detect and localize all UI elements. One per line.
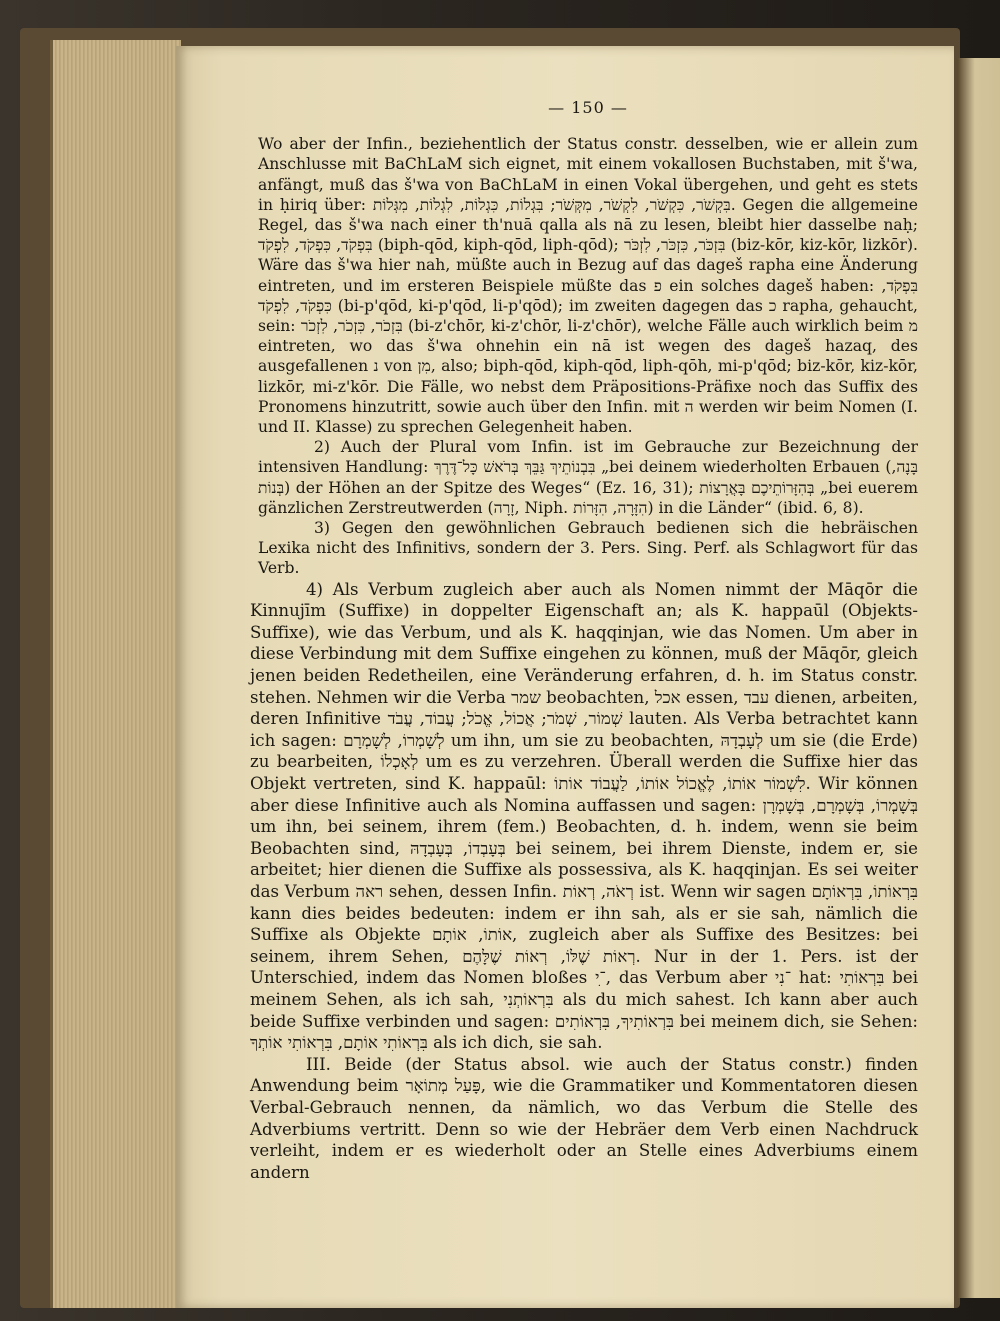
paragraph-4-suffixe: 4) Als Verbum zugleich aber auch als Nomen nimmt der Māqōr die Kinnujīm (Suffixe) in doppelter Eigenschaft an; als K. happaūl (Objekts-Suffixe), wie das Verbum, und als K. haqqinjan, wie das Nomen. Um aber in diese Verbindung mit dem Suffixe eingehen zu können, muß der Māqōr, gleich jenen beiden Redetheilen, eine Veränderung erfahren, d. h. im Status constr. stehen. Nehmen wir die Verba שמר beobachten, אכל essen, עבד dienen, arbeiten, deren Infinitive שְׁמוֹר, שְׁמֹר; אֲכוֹל, אֱכֹל; עֲבוֹד, עֲבֹד lauten. Als Verba betrachtet kann ich sagen: לְשָׁמְרוֹ, לְשָׁמְרָם um ihn, um sie zu beobachten, לְעָבְדָהּ um sie (die Erde) zu bearbeiten, לְאָכְלוֹ um es zu verzehren. Überall werden die Suffixe hier das Objekt vertreten, sind K. happaūl: לִשְׁמוֹר אוֹתוֹ, לֶאֱכוֹל אוֹתוֹ, לַעֲבוֹד אוֹתוֹ. Wir können aber diese Infinitive auch als Nomina auffassen und sagen: בְּשָׁמְרוֹ, בְּשָׁמְרָם, בְּשָׁמְרָן um ihn, bei seinem, ihrem (fem.) Beobachten, d. h. indem, wenn sie beim Beobachten sind, בְּעָבְדוֹ, בְּעָבְדָהּ bei seinem, bei ihrem Dienste, indem er, sie arbeitet; hier dienen die Suffixe als possessiva, als K. haqqinjan. Es sei weiter das Verbum ראה sehen, dessen Infin. רְאֹה, רְאוֹת ist. Wenn wir sagen בִּרְאוֹתוֹ, בִּרְאוֹתָם kann dies beides bedeuten: indem er ihn sah, als er sie sah, nämlich die Suffixe als Objekte אוֹתוֹ, אוֹתָם, zugleich aber als Suffixe des Besitzes: bei seinem, ihrem Sehen, רְאוֹת שֶׁלּוֹ, רְאוֹת שֶׁלָּהֶם. Nur in der 1. Pers. ist der Unterschied, indem das Nomen bloßes ־ִי, das Verbum aber ־נִי hat: בִּרְאוֹתִי bei meinem Sehen, als ich sah, בִּרְאוֹתְנִי als du mich sahest. Ich kann aber auch beide Suffixe verbinden und sagen: בִּרְאוֹתִיךָ, בִּרְאוֹתִים bei meinem dich, sie Sehen: בִּרְאוֹתִי אוֹתָם, בִּרְאוֹתִי אוֹתְךָ als ich dich, sie sah. [250,579,919,1053]
page-content [250,98,919,1183]
paragraph-2-plural: 2) Auch der Plural vom Infin. ist im Gebrauche zur Bezeichnung der intensiven Handlung: בִּבְנוֹתֵיךְ גַּבֵּךְ בְּרֹאשׁ כָּל־דֶּרֶךְ „bei deinem wiederholten Erbauen (בָּנָה, בְּנוֹת) der Höhen an der Spitze des Weges“ (Ez. 16, 31); בְּהִזָּרוֹתֵיכֶם בָּאֲרָצוֹת „bei euerem gänzlichen Zerstreutwerden (זָרָה, Niph. הִזָּרָה, הִזָּרוֹת) in die Länder“ (ibid. 6, 8). [258,438,918,517]
facing-page-edge [958,58,1000,1298]
page-number: — 150 — [548,98,628,117]
page-edges [50,40,181,1308]
paragraph-III-adverbium: III. Beide (der Status absol. wie auch der Status constr.) finden Anwendung beim פָּעַל מְתוֹאָר, wie die Grammatiker und Kommentatoren diesen Verbal-Gebrauch nennen, da nämlich, wo das Verbum die Stelle des Adverbiums vertritt. Denn so wie der Hebräer dem Verb einen Nachdruck verleiht, indem er es wiederholt oder an Stelle eines Adverbiums einem andern [250,1054,918,1182]
paragraph-infinitive-prefix: Wo aber der Infin., beziehentlich der Status constr. desselben, wie er allein zum Anschlusse mit BaChLaM sich eignet, mit einem vokallosen Buchstaben, mit š'wa, anfängt, muß das š'wa von BaChLaM in einen Vokal übergehen, und geht es stets in ḥiriq über: בִּקְשֹׁר, כִּקְשֹׁר, לִקְשֹׁר, מִקְּשֹׁר; בִּגְלוֹת, כִּגְלוֹת, לִגְלוֹת, מִגְּלוֹת. Gegen die allgemeine Regel, das š'wa nach einer th'nuā qalla als nā zu lesen, bleibt hier dasselbe naḥ; בִּפְקֹד, כִּפְקֹד, לִפְקֹד (biph-qōd, kiph-qōd, liph-qōd); בִּזְכֹּר, כִּזְכֹּר, לִזְכֹּר (biz-kōr, kiz-kōr, lizkōr). Wäre das š'wa hier nah, müßte auch in Bezug auf das dageš rapha eine Änderung eintreten, und im ersteren Beispiele müßte das פ ein solches dageš haben: בִּפְקֹד, כִּפְקֹד, לִפְקֹד (bi-p'qōd, ki-p'qōd, li-p'qōd); im zweiten dagegen das כ rapha, gehaucht, sein: בִּזְכֹר, כִּזְכֹר, לִזְכֹר (bi-z'chōr, ki-z'chōr, li-z'chōr), welche Fälle auch wirklich beim מ eintreten, wo das š'wa ohnehin ein nā ist wegen des dageš hazaq, des ausgefallenen נ von מִן, also; biph-qōd, kiph-qōd, liph-qōh, mi-p'qōd; biz-kōr, kiz-kōr, lizkōr, mi-z'kōr. Die Fälle, wo nebst dem Präpositions-Präfixe noch das Suffix des Pronomens hinzutritt, sowie auch über den Infin. mit ה werden wir beim Nomen (I. und II. Klasse) zu sprechen Gelegenheit haben. [258,135,919,437]
paragraph-3-lexika: 3) Gegen den gewöhnlichen Gebrauch bedienen sich die hebräischen Lexika nicht des Infinitivs, sondern der 3. Pers. Sing. Perf. als Schlagwort für das Verb. [258,519,918,578]
